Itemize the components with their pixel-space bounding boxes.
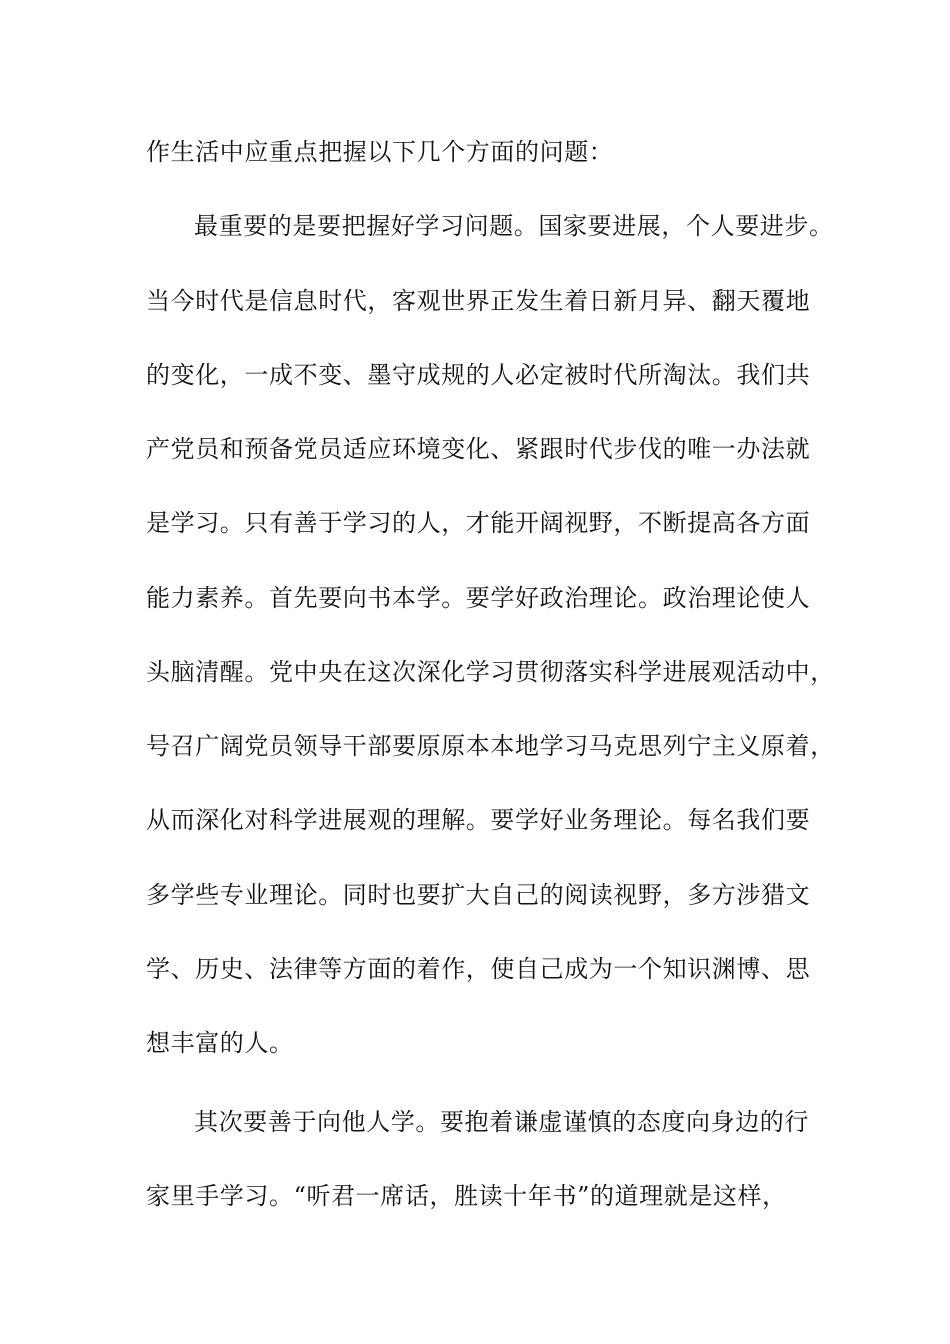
text-line: 是学习。只有善于学习的人，才能开阔视野，不断提高各方面 (146, 509, 811, 537)
paragraph-first-line: 最重要的是要把握好学习问题。国家要进展，个人要进步。 (194, 212, 834, 240)
paragraph-first-line: 其次要善于向他人学。要抱着谦虚谨慎的态度向身边的行 (194, 1108, 809, 1136)
text-line: 产党员和预备党员适应环境变化、紧跟时代步伐的唯一办法就 (146, 435, 811, 463)
text-line: 作生活中应重点把握以下几个方面的问题： (146, 138, 614, 166)
text-line: 头脑清醒。党中央在这次深化学习贯彻落实科学进展观活动中， (146, 658, 835, 686)
text-line: 从而深化对科学进展观的理解。要学好业务理论。每名我们要 (146, 806, 811, 834)
text-line: 能力素养。首先要向书本学。要学好政治理论。政治理论使人 (146, 584, 811, 612)
text-line: 家里手学习。“听君一席话，胜读十年书”的道理就是这样， (146, 1182, 787, 1210)
text-line: 多学些专业理论。同时也要扩大自己的阅读视野，多方涉猎文 (146, 881, 811, 909)
text-line: 当今时代是信息时代，客观世界正发生着日新月异、翻天覆地 (146, 287, 811, 315)
text-line: 想丰富的人。 (146, 1029, 294, 1057)
text-line: 学、历史、法律等方面的着作，使自己成为一个知识渊博、思 (146, 955, 811, 983)
text-line: 号召广阔党员领导干部要原原本本地学习马克思列宁主义原着， (146, 732, 835, 760)
text-line: 的变化，一成不变、墨守成规的人必定被时代所淘汰。我们共 (146, 361, 811, 389)
